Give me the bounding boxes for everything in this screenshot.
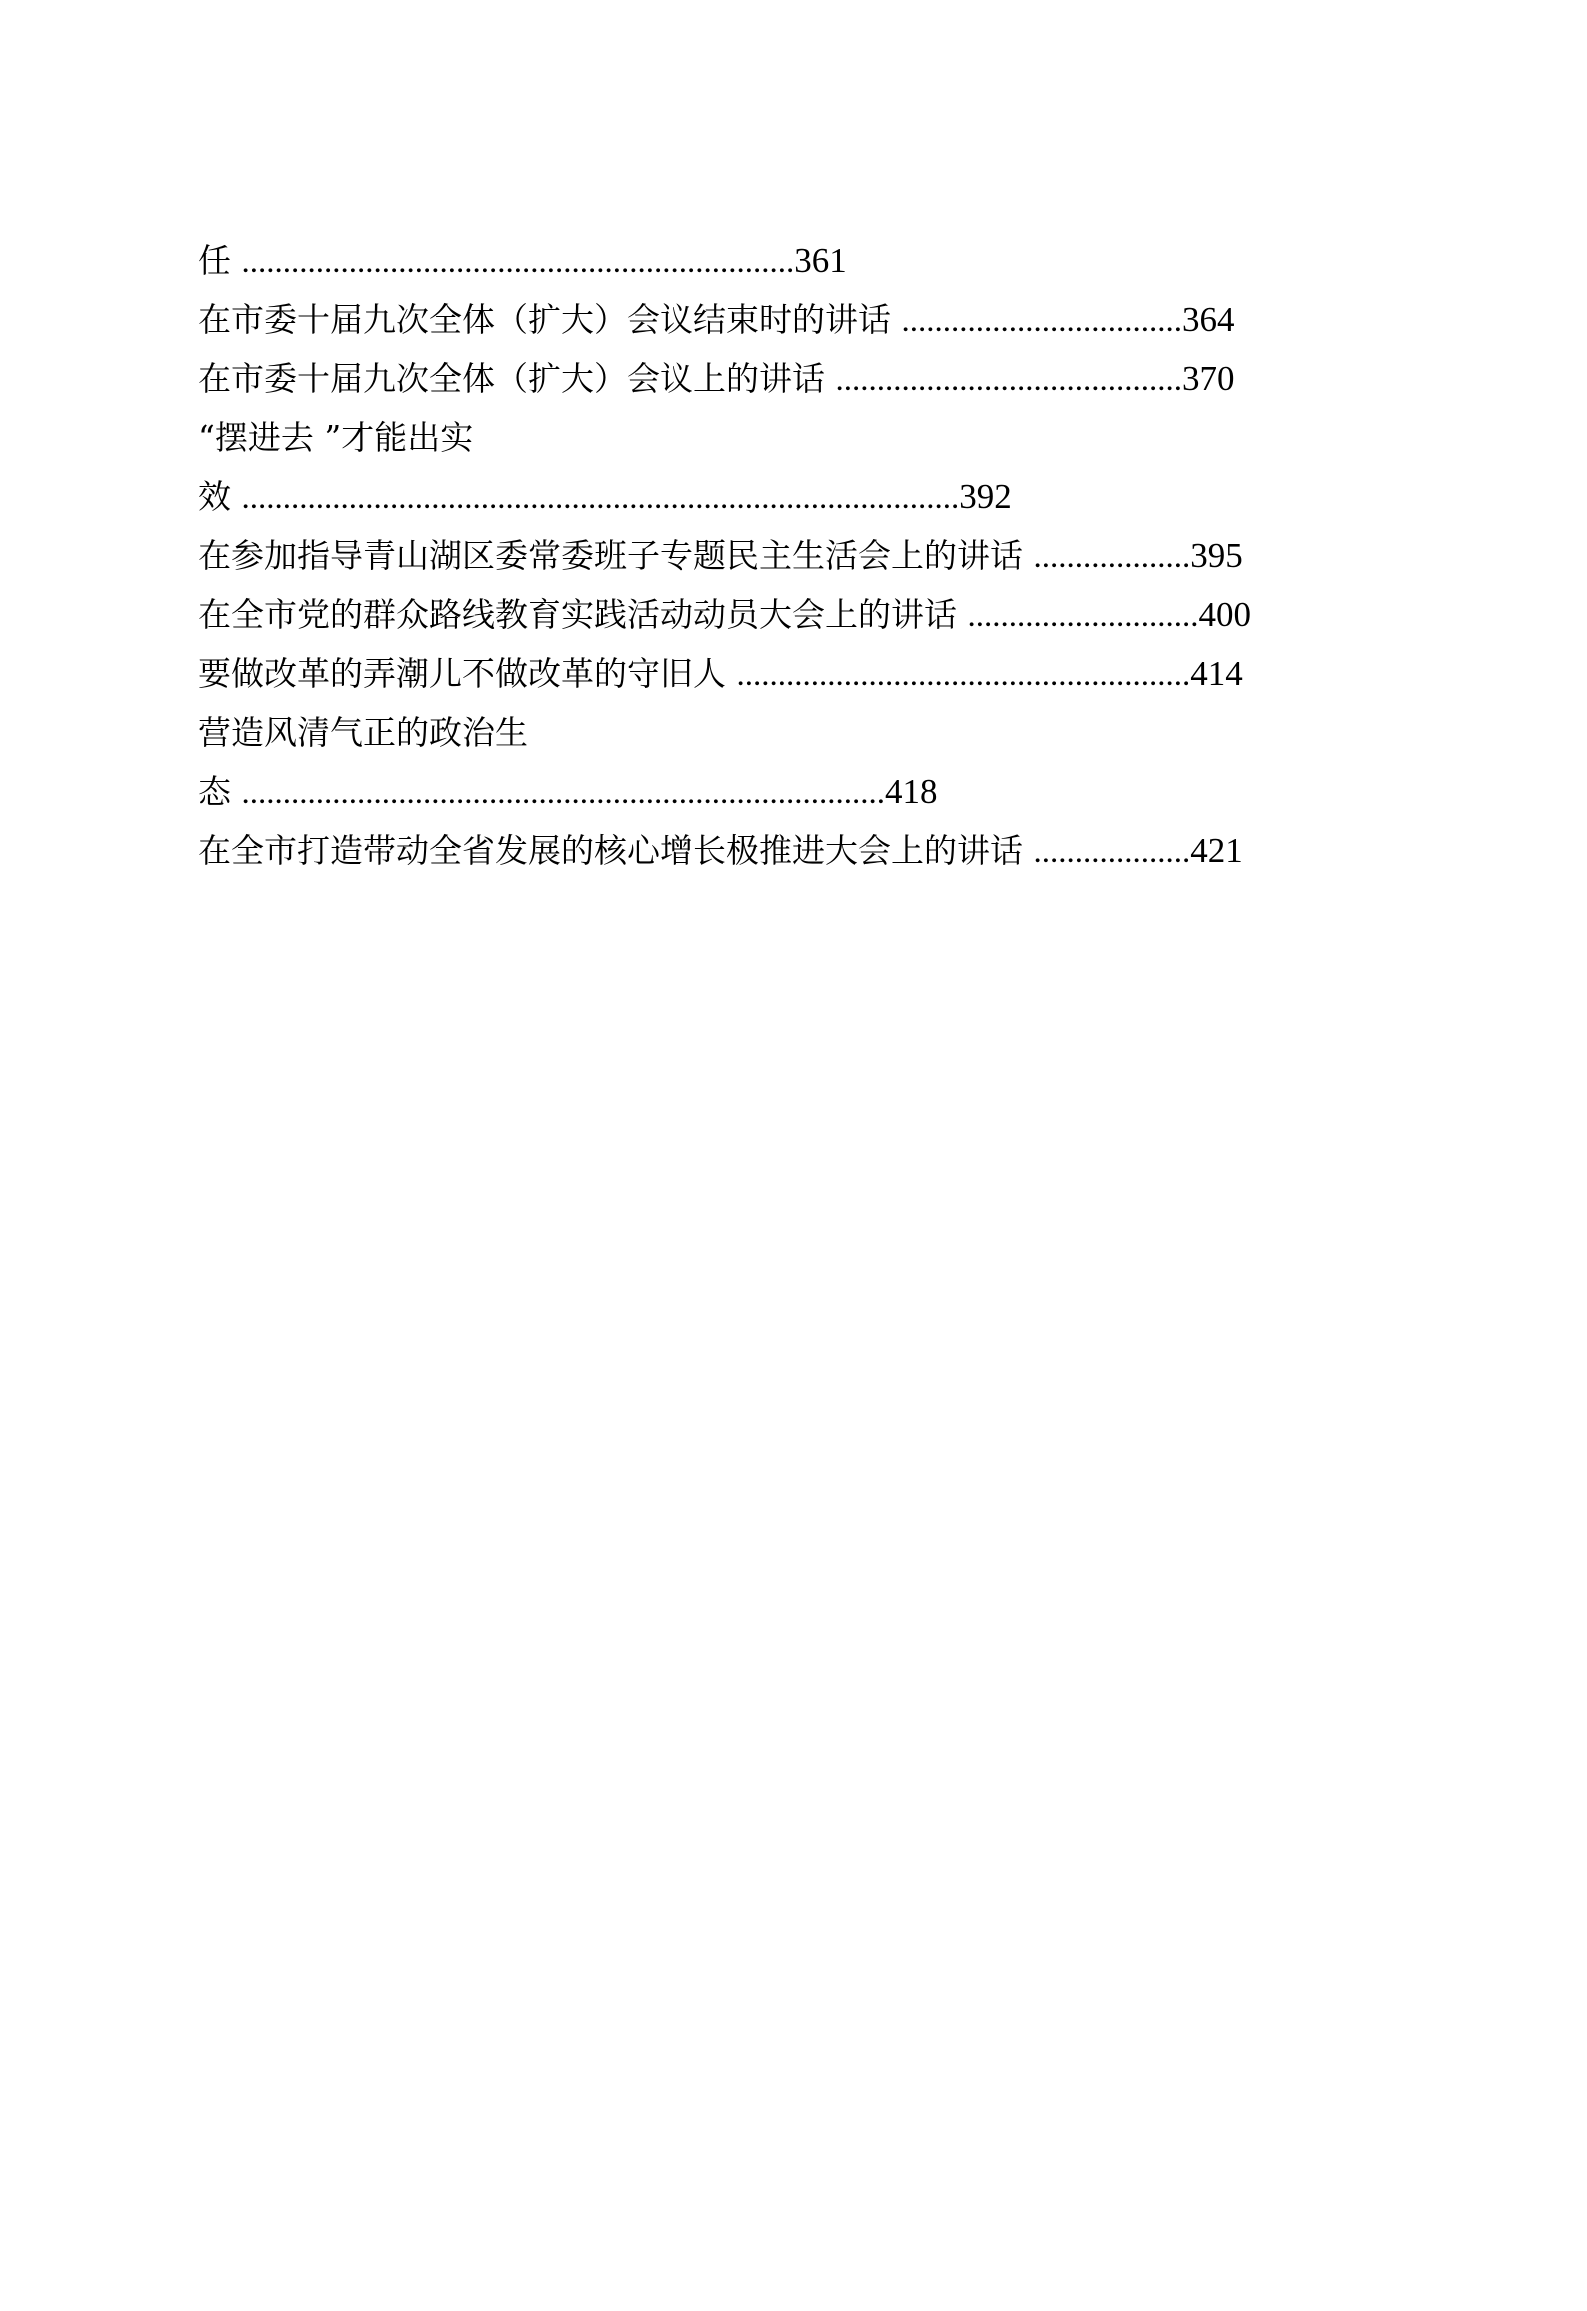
toc-leader-dots: ....................................................... <box>736 657 1191 693</box>
toc-entry <box>198 527 1243 585</box>
toc-leader-dots: ............................ <box>967 598 1199 634</box>
toc-entry-title: 在市委十届九次全体（扩大）会议结束时的讲话 <box>198 300 891 339</box>
toc-entry-title: 态 <box>198 772 231 811</box>
toc-page-number: 414 <box>1190 654 1243 693</box>
toc-page-number: 361 <box>794 241 847 280</box>
toc-entry <box>198 291 1235 349</box>
toc-entry <box>198 704 528 762</box>
toc-page-number: 418 <box>885 772 938 811</box>
toc-entry-title: 要做改革的弄潮儿不做改革的守旧人 <box>198 654 726 693</box>
toc-page-number: 395 <box>1190 536 1243 575</box>
toc-entry-title: 在参加指导青山湖区委常委班子专题民主生活会上的讲话 <box>198 536 1023 575</box>
toc-entry <box>198 822 1243 880</box>
toc-leader-dots: .............................................................................. <box>241 775 885 811</box>
toc-leader-dots: ................... <box>1033 834 1191 870</box>
toc-entry <box>198 232 847 290</box>
toc-entry-title: 在全市党的群众路线教育实践活动动员大会上的讲话 <box>198 595 957 634</box>
toc-page-number: 364 <box>1182 300 1235 339</box>
toc-entry <box>198 645 1243 703</box>
toc-page-number: 421 <box>1190 831 1243 870</box>
toc-entry <box>198 763 938 821</box>
toc-leader-dots: ................... <box>1033 539 1191 575</box>
toc-leader-dots: .................................. <box>901 303 1182 339</box>
toc-entry-title: 营造风清气正的政治生 <box>198 713 528 752</box>
toc-entry-title: 在市委十届九次全体（扩大）会议上的讲话 <box>198 359 825 398</box>
toc-entry <box>198 409 473 467</box>
toc-entry-title: 效 <box>198 477 231 516</box>
toc-page-number: 400 <box>1198 595 1251 634</box>
toc-entry <box>198 350 1235 408</box>
toc-entry-title: “摆进去 ”才能出实 <box>198 418 474 457</box>
toc-leader-dots: ................................................................... <box>241 244 795 280</box>
toc-page-number: 392 <box>959 477 1012 516</box>
toc-entry <box>198 586 1251 644</box>
toc-entry-title: 在全市打造带动全省发展的核心增长极推进大会上的讲话 <box>198 831 1023 870</box>
toc-entry-title: 任 <box>198 241 231 280</box>
toc-page-number: 370 <box>1182 359 1235 398</box>
toc-leader-dots: .......................................... <box>835 362 1182 398</box>
toc-leader-dots: ....................................................................................... <box>241 480 960 516</box>
toc-entry <box>198 468 1012 526</box>
